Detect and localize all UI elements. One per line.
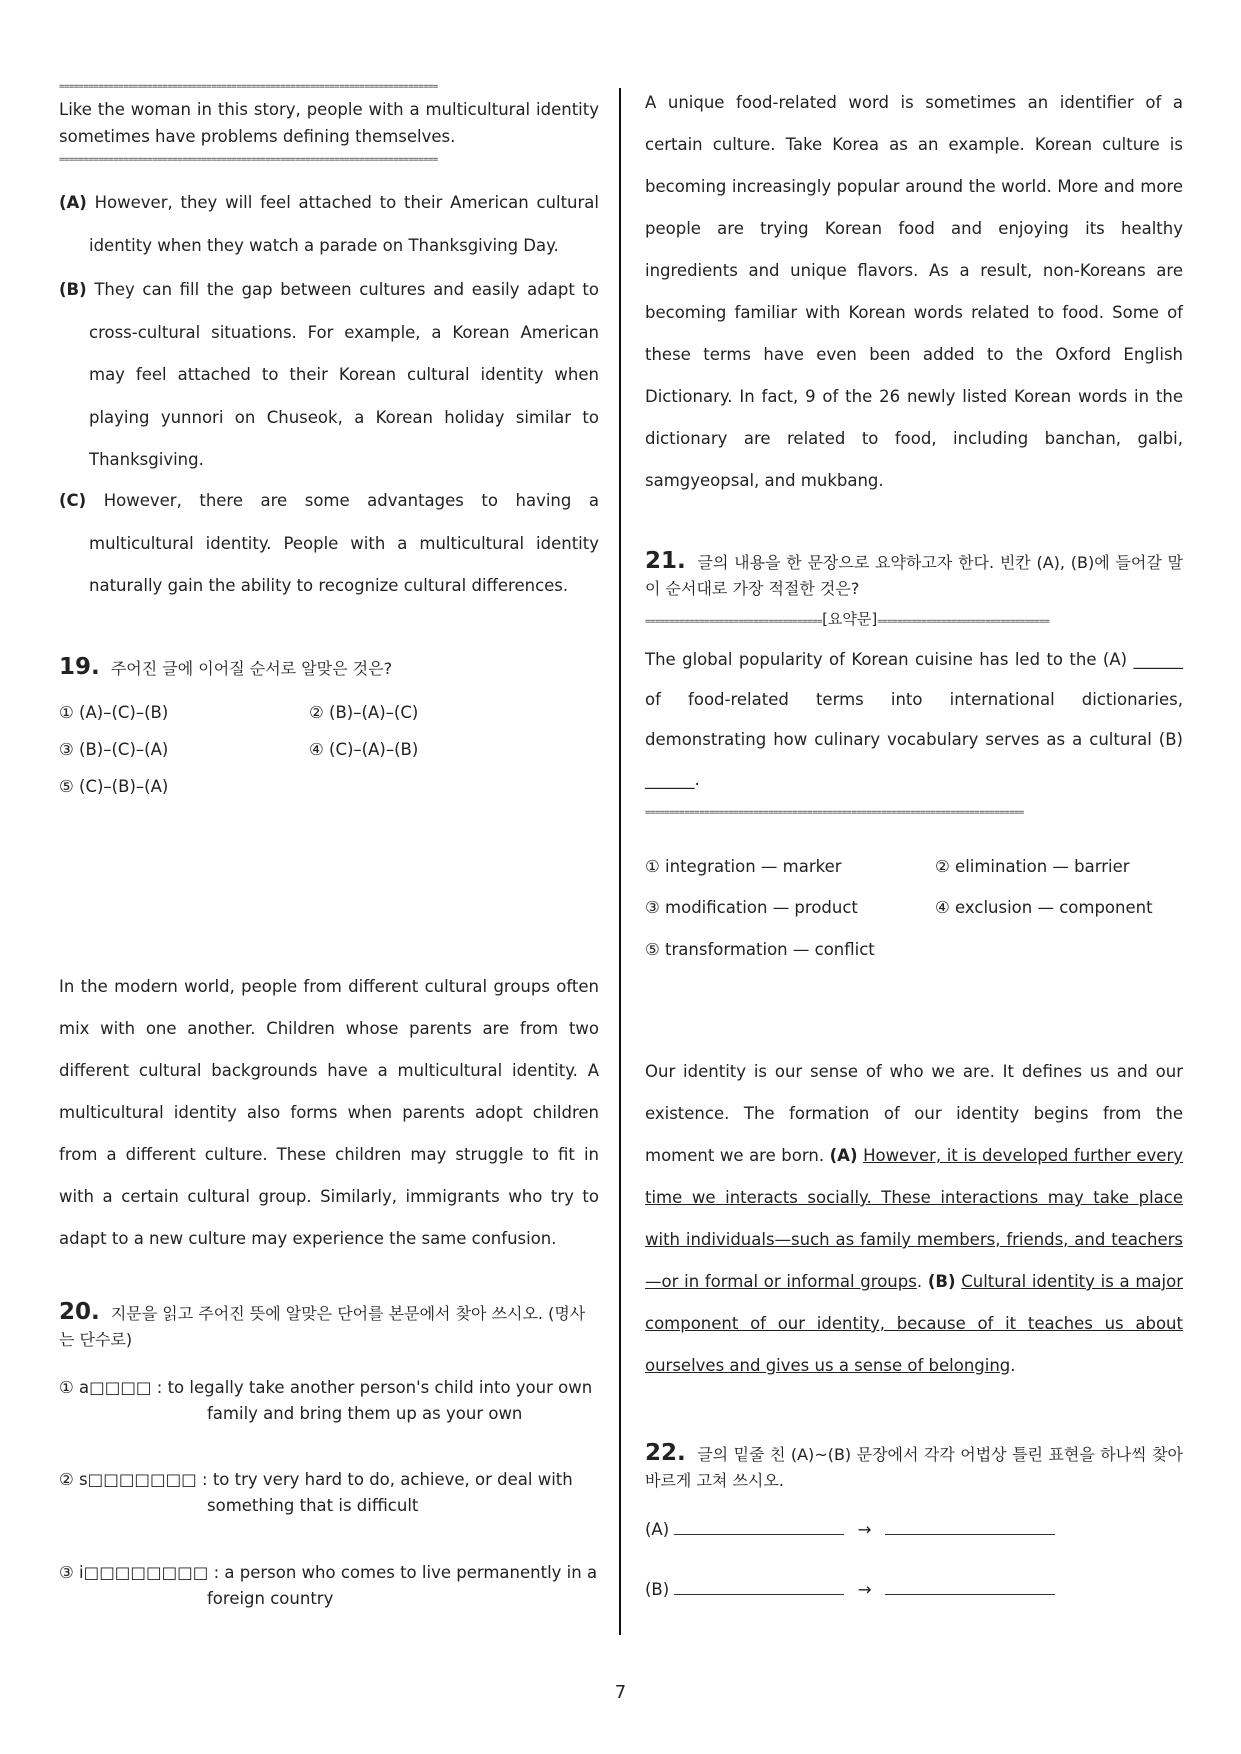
underlined-sentence-b: Cultural identity is a major component of our identity, because of it teaches us about ourselves and gives us a sense of belonging xyxy=(645,1272,1184,1375)
separator-line: ==================================== xyxy=(645,617,823,627)
page-number: 7 xyxy=(614,1682,627,1703)
q21-summary: The global popularity of Korean cuisine has led to the (A) ______ of food-related terms into international dictionaries, demonstrating how culinary vocabulary serves as a cultural (B) ______. xyxy=(645,650,1183,789)
paragraph-label: (A) xyxy=(59,193,87,212)
word-blank: ③ i□□□□□□□□ : xyxy=(59,1563,220,1582)
q20-header xyxy=(59,1299,599,1353)
arrow-icon: → xyxy=(857,1580,872,1599)
question-text: 글의 밑줄 친 (A)~(B) 문장에서 각각 어법상 틀린 표현을 하나씩 찾아 바르게 고쳐 쓰시오. xyxy=(645,1445,1183,1490)
answer-blank-correct[interactable] xyxy=(885,1594,1055,1595)
answer-row-a xyxy=(645,1520,1055,1539)
word-blank: ① a□□□□ : xyxy=(59,1378,163,1397)
sentence-label-b: (B) xyxy=(927,1272,956,1291)
definition-text: family and bring them up as your own xyxy=(207,1404,523,1423)
question-number: 22. xyxy=(645,1440,686,1466)
answer-label: (A) xyxy=(645,1520,670,1539)
answer-row-b xyxy=(645,1580,1055,1599)
answer-blank-wrong[interactable] xyxy=(674,1594,844,1595)
definition-text: something that is difficult xyxy=(207,1496,419,1515)
passage-intro: Our identity is our sense of who we are. It defines us and our existence. The formation of our identity begins from the moment we are born. xyxy=(645,1062,1183,1165)
q21-option-4[interactable]: ④ exclusion — component xyxy=(935,898,1153,917)
answer-blank-correct[interactable] xyxy=(885,1534,1055,1535)
answer-blank-wrong[interactable] xyxy=(674,1534,844,1535)
q20-definition-3 xyxy=(59,1560,599,1612)
separator-line: ============================================================================= xyxy=(645,808,1024,818)
q19-header xyxy=(59,654,599,682)
question-number: 21. xyxy=(645,548,686,574)
q21-passage: A unique food-related word is sometimes an identifier of a certain culture. Take Korea as an example. Korean culture is becoming increasingly popular around the world. More and more people are trying Korean food and enjoying its healthy ingredients and unique flavors. As a result, non-Koreans are becoming familiar with Korean words related to food. Some of these terms have even been added to the Oxford English Dictionary. In fact, 9 of the 26 newly listed Korean words in the dictionary are related to food, including banchan, galbi, samgyeopsal, and mukbang. xyxy=(645,93,1183,490)
paragraph-label: (B) xyxy=(59,280,87,299)
separator-line: =================================== xyxy=(877,617,1050,627)
q21-header xyxy=(645,548,1183,602)
definition-text: a person who comes to live permanently in a xyxy=(224,1563,598,1582)
word-blank: ② s□□□□□□□ : xyxy=(59,1470,208,1489)
q18-given-sentence: Like the woman in this story, people with a multicultural identity sometimes have problems defining themselves. xyxy=(59,100,599,146)
question-text: 주어진 글에 이어질 순서로 알맞은 것은? xyxy=(110,659,393,678)
question-text: 글의 내용을 한 문장으로 요약하고자 한다. 빈칸 (A), (B)에 들어갈 말이 순서대로 가장 적절한 것은? xyxy=(645,553,1183,598)
q19-option-4[interactable]: ④ (C)–(A)–(B) xyxy=(309,740,419,759)
definition-text: to legally take another person's child into your own xyxy=(167,1378,593,1397)
q21-option-2[interactable]: ② elimination — barrier xyxy=(935,857,1130,876)
q18-paragraph-a xyxy=(59,182,599,267)
paragraph-label: (C) xyxy=(59,491,87,510)
q19-option-2[interactable]: ② (B)–(A)–(C) xyxy=(309,703,419,722)
q18-paragraph-b xyxy=(59,269,599,482)
definition-text: to try very hard to do, achieve, or deal with xyxy=(212,1470,573,1489)
q21-option-1[interactable]: ① integration — marker xyxy=(645,857,842,876)
q19-option-1[interactable]: ① (A)–(C)–(B) xyxy=(59,703,169,722)
paragraph-text: However, there are some advantages to having a multicultural identity. People with a multicultural identity naturally gain the ability to recognize cultural differences. xyxy=(89,491,599,595)
question-number: 19. xyxy=(59,654,100,680)
q19-option-3[interactable]: ③ (B)–(C)–(A) xyxy=(59,740,169,759)
q18-paragraph-c xyxy=(59,480,599,608)
underlined-sentence-a: However, it is developed further every time we interacts socially. These interactions may take place with individuals—such as family members, friends, and teachers—or in formal or informal groups xyxy=(645,1146,1184,1291)
q22-header xyxy=(645,1440,1183,1494)
summary-label: [요약문] xyxy=(822,610,878,628)
q20-definition-1 xyxy=(59,1375,599,1427)
definition-text: foreign country xyxy=(207,1589,334,1608)
separator-line: ============================================================================= xyxy=(59,82,438,92)
paragraph-text: However, they will feel attached to their American cultural identity when they watch a parade on Thanksgiving Day. xyxy=(89,193,599,255)
q21-option-3[interactable]: ③ modification — product xyxy=(645,898,858,917)
column-divider xyxy=(619,88,621,1635)
q20-passage: In the modern world, people from different cultural groups often mix with one another. Children whose parents are from two different cultural backgrounds have a multicultural identity. A multicultural identity also forms when parents adopt children from a different culture. These children may struggle to fit in with a certain cultural group. Similarly, immigrants who try to adapt to a new culture may experience the same confusion. xyxy=(59,977,599,1248)
arrow-icon: → xyxy=(857,1520,872,1539)
q20-definition-2 xyxy=(59,1467,599,1519)
separator-line: ============================================================================= xyxy=(59,155,438,165)
question-text: 지문을 읽고 주어진 뜻에 알맞은 단어를 본문에서 찾아 쓰시오. (명사는 단수로) xyxy=(59,1304,586,1349)
summary-header xyxy=(645,608,1183,629)
q21-option-5[interactable]: ⑤ transformation — conflict xyxy=(645,940,875,959)
q19-option-5[interactable]: ⑤ (C)–(B)–(A) xyxy=(59,777,169,796)
sentence-label-a: (A) xyxy=(829,1146,858,1165)
paragraph-text: They can fill the gap between cultures and easily adapt to cross-cultural situations. For example, a Korean American may feel attached to their Korean cultural identity when playing yunnori on Chuseok, a Korean holiday similar to Thanksgiving. xyxy=(89,280,599,469)
answer-label: (B) xyxy=(645,1580,670,1599)
q22-passage: Our identity is our sense of who we are. It defines us and our existence. The formation of our identity begins from the moment we are born. (A) However, it is developed further every time we interacts socially. These interactions may take place with individuals—such as family members, friends, and teachers—or in formal or informal groups. (B) Cultural identity is a major component of our identity, because of it teaches us about ourselves and gives us a sense of belonging. xyxy=(645,1062,1184,1375)
question-number: 20. xyxy=(59,1299,100,1325)
